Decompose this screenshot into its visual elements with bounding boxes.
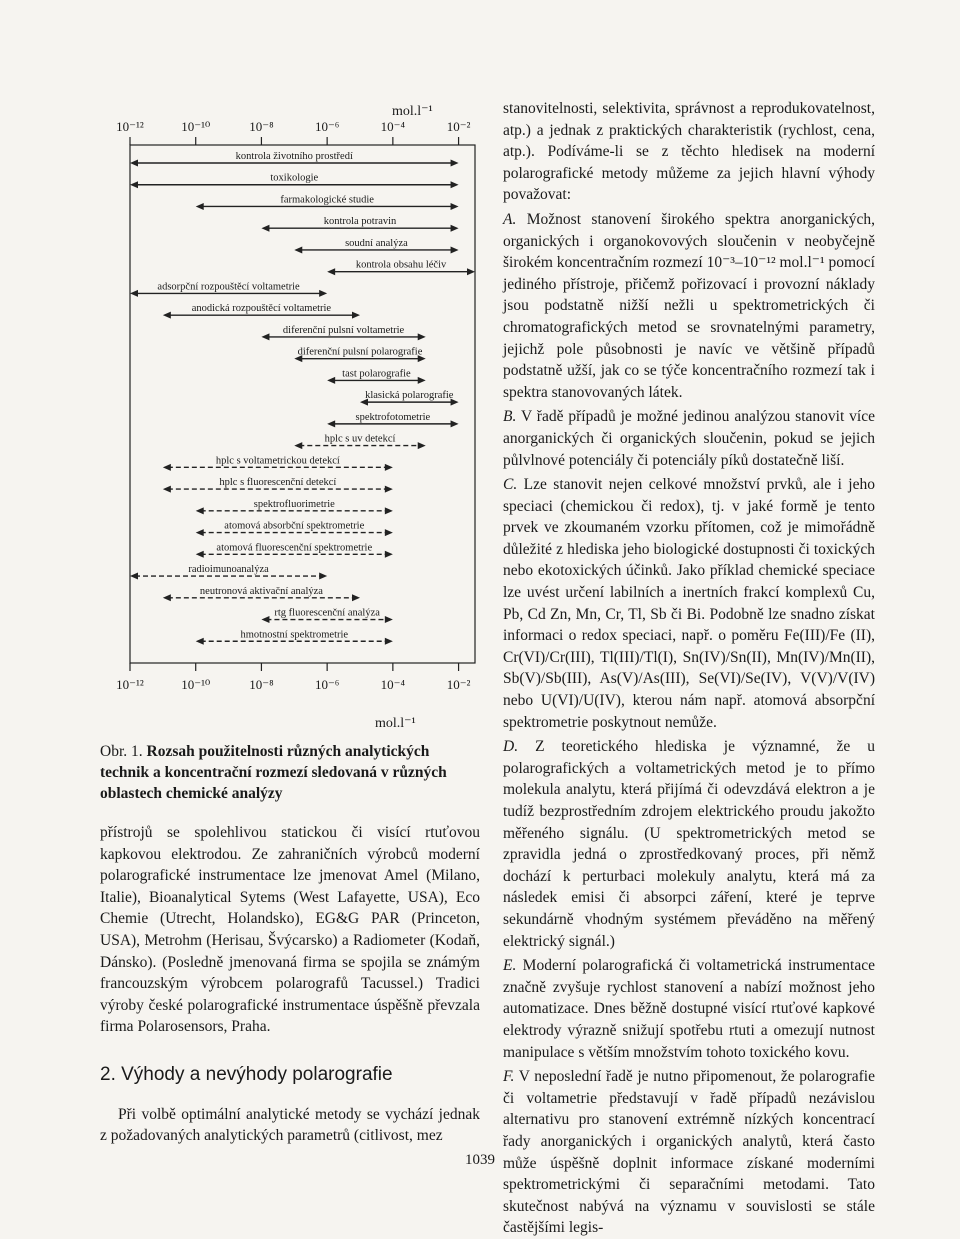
range-arrow-left [196,529,204,536]
range-label: hplc s uv detekcí [324,433,396,445]
range-label: spektrofluorimetrie [253,498,335,510]
range-arrow-right [319,573,327,580]
range-arrow-left [196,507,204,514]
item-letter: F. [503,1068,515,1086]
item-a [503,209,875,403]
item-text: Moderní polarografická či voltametrická instrumentace značně zvyšuje rychlost stanovení a nabízí možnost jeho automatizace. Dnes běžně dostupné visící rtuťové kapkové elektrody výrazně snižují spotřebu rtuti a omezují nutnost manipulace s větším množstvím tohoto toxického kovu. [503,957,875,1061]
item-letter: D. [503,738,519,756]
range-arrow-right [352,594,360,601]
range-arrow-left [327,268,335,275]
bottom-axis-unit: mol.l⁻¹ [375,716,416,731]
range-label: kontrola potravin [323,216,397,228]
range-label: anodická rozpouštěcí voltametrie [191,303,332,315]
range-arrow-left [130,181,138,188]
left-column [100,822,480,1147]
range-arrow-right [451,160,459,167]
top-tick-label: 10⁻² [446,119,471,134]
range-arrow-right [451,225,459,232]
range-label: tast polarografie [342,368,411,380]
range-arrow-right [385,638,393,645]
range-arrow-right [385,464,393,471]
range-arrow-right [352,312,360,319]
figure-concentration-ranges [100,95,490,735]
item-c [503,474,875,733]
range-arrow-left [196,551,204,558]
range-arrow-left [130,160,138,167]
range-label: kontrola životního prostředí [235,151,353,162]
right-column [503,98,875,1239]
range-arrow-left [163,594,171,601]
range-arrow-right [418,442,426,449]
range-label: spektrofotometrie [355,411,431,423]
range-label: atomová fluorescenční spektrometrie [216,542,373,554]
range-arrow-left [327,420,335,427]
range-arrow-left [130,290,138,297]
top-tick-label: 10⁻⁶ [314,119,340,134]
paragraph: Při volbě optimální analytické metody se vychází jednak z požadovaných analytických parametrů (citlivost, mez [100,1105,480,1145]
range-arrow-right [385,551,393,558]
range-label: hplc s fluorescenční detekcí [219,477,337,489]
item-text: Lze stanovit nejen celkové množství prvků, ale i jeho speciaci (chemickou či redox), tj. v jaké formě je tento prvek ve zkoumaném vzorku přítomen, což je mimořádně důležité z hlediska jeho biologické dostupnosti či toxických nebo ekotoxických účinků. Jako příklad chemické speciace lze uvést určení labilních a inertních frakcí komplexů Cu, Pb, Cd Zn, Mn, Cr, Tl, Sb či Bi. Podobně lze snadno získat informaci o redox speciaci, např. o poměru Fe(III)/Fe (II), Cr(VI)/Cr(III), Tl(III)/Tl(I), Sn(IV)/Sn(II), Mn(IV)/Mn(II), Sb(V)/Sb(III), As(V)/As(III), Se(VI)/Se(IV), V(V)/V(IV) nebo U(VI)/U(IV), kterou nám např. atomová absorpční spektrometrie poskytnout nemůže. [503,476,875,731]
range-arrow-left [261,333,269,340]
bottom-tick-label: 10⁻² [446,677,471,692]
range-label: atomová absorbční spektrometrie [224,520,365,532]
caption-text: Rozsah použitelnosti různých analytických technik a koncentrační rozmezí sledovaná v různých oblastech chemické analýzy [100,743,447,802]
range-arrow-right [385,486,393,493]
range-arrow-left [163,486,171,493]
bottom-tick-label: 10⁻⁶ [314,677,340,692]
range-arrow-left [196,203,204,210]
range-label: rtg fluorescenční analýza [274,607,380,619]
bottom-tick-label: 10⁻⁸ [249,677,274,692]
range-arrow-right [451,246,459,253]
range-label: diferenční pulsní polarografie [297,346,423,358]
item-letter: B. [503,408,517,426]
range-arrow-left [196,638,204,645]
range-arrow-right [451,181,459,188]
range-arrow-left [130,573,138,580]
top-tick-label: 10⁻¹² [116,119,144,134]
range-arrow-right [451,420,459,427]
range-label: neutronová aktivační analýza [199,585,323,597]
item-text: V neposlední řadě je nutno připomenout, že polarografie či voltametrie představují v řadě případů nezávislou alternativu pro stanovení extrémně nízkých koncentrací řady anorganických i organických analytů, která často může úspěšně doplnit informace získané moderními spektrometrickými či separačními metodami. Tato skutečnost nabývá na významu v souvislosti se stále častějšími legis- [503,1068,875,1237]
range-arrow-left [163,312,171,319]
item-letter: C. [503,476,518,494]
paragraph: přístrojů se spolehlivou statickou či visící rtuťovou kapkovou elektrodou. Ze zahraničních výrobců moderní polarografické instrumentace lze jmenovat Amel (Milano, Italie), Bioanalytical Sytems (West Lafayette, USA), Eco Chemie (Utrecht, Holandsko), EG&G PAR (Princeton, USA), Metrohm (Herisau, Švýcarsko) a Radiometer (Kodaň, Dánsko). (Posledně jmenovaná firma se spojila se známým francouzským výrobcem polarografů Tacussel.) Tradici výroby české polarografické instrumentace úspěšně převzala firma Polarosensors, Praha. [100,824,480,1036]
range-label: hmotnostní spektrometrie [240,629,349,641]
range-label: radioimunoanalýza [188,564,269,576]
range-arrow-left [294,246,302,253]
range-arrow-left [327,377,335,384]
range-arrow-right [418,333,426,340]
item-text: Z teoretického hlediska je významné, že u polarografických a voltametrických metod je to přímo molekula analytu, která přijímá či odevzdává elektron a je tudíž bezprostředním zdrojem elektrického proudu jakožto měřeného signálu. (U spektrometrických metod se zpravidla jedná o zprostředkovaný proces, při němž dochází k perturbaci molekuly analytu, která má za následek emisi či absorpci záření, které je teprve sekundárně vhodným systémem převáděno na měřený elektrický signál.) [503,738,875,950]
range-arrow-left [261,225,269,232]
range-arrow-right [418,377,426,384]
figure-svg [100,95,490,735]
item-e [503,955,875,1063]
range-label: kontrola obsahu léčiv [355,259,447,271]
range-arrow-right [319,290,327,297]
item-b [503,406,875,471]
range-arrow-left [294,442,302,449]
item-letter: E. [503,957,517,975]
range-label: klasická polarografie [365,390,454,402]
top-tick-label: 10⁻¹⁰ [181,119,211,134]
page-number: 1039 [465,1152,495,1168]
paragraph: stanovitelnosti, selektivita, správnost a reprodukovatelnost, atp.) a jednak z praktických charakteristik (rychlost, cena, atp.). Podíváme-li se z těchto hledisek na moderní polarografické metody můžeme za jejich hlavní výhody považovat: [503,100,875,204]
item-text: V řadě případů je možné jedinou analýzou stanovit více anorganických či organických sloučenin, pokud se jejich půlvlnové potenciály či potenciály píků dostatečně liší. [503,408,875,469]
range-arrow-right [385,616,393,623]
range-label: soudní analýza [345,237,408,249]
range-arrow-right [451,203,459,210]
range-arrow-left [261,616,269,623]
figure-caption [100,741,480,804]
range-arrow-right [385,529,393,536]
range-label: farmakologické studie [280,194,374,206]
range-arrow-right [467,268,475,275]
bottom-tick-label: 10⁻⁴ [380,677,406,692]
caption-label: Obr. 1. [100,743,143,760]
range-label: hplc s voltametrickou detekcí [215,455,340,467]
item-d [503,736,875,952]
top-tick-label: 10⁻⁴ [380,119,406,134]
top-tick-label: 10⁻⁸ [249,119,274,134]
range-label: diferenční pulsní voltametrie [282,324,405,336]
bottom-tick-label: 10⁻¹² [116,677,144,692]
range-arrow-right [385,507,393,514]
bottom-tick-label: 10⁻¹⁰ [181,677,211,692]
top-axis-unit: mol.l⁻¹ [392,104,433,119]
range-label: toxikologie [270,172,319,184]
section-title: 2. Výhody a nevýhody polarografie [100,1063,393,1085]
range-label: adsorpční rozpouštěcí voltametrie [157,281,300,293]
range-arrow-left [163,464,171,471]
item-text: Možnost stanovení širokého spektra anorganických, organických i organokovových sloučenin v neobyčejně širokém koncentračním rozmezí 10⁻³–10⁻¹² mol.l⁻¹ pomocí jediného přístroje, přičemž pořizovací i provozní náklady jsou podstatně nižší nežli u spektrometrických či chromatografických metod se srovnatelnými parametry, jejichž pole působnosti je navíc ve většině případů podstatně užší, jak co se týče koncentračního rozmezí tak i spektra stanovovaných látek. [503,210,875,401]
item-letter: A. [503,210,517,228]
